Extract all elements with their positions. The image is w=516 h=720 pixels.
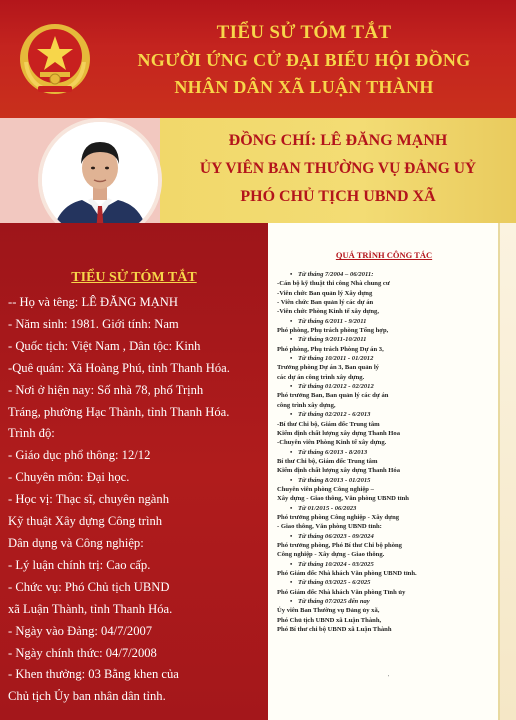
header-title-line1: TIỂU SỬ TÓM TẮT — [216, 22, 392, 43]
bio-line: - Chức vụ: Phó Chủ tịch UBND — [8, 579, 170, 594]
career-description: Phó phòng, Phụ trách phòng Tổng hợp, — [277, 327, 389, 335]
bio-line: -Quê quán: Xã Hoàng Phú, tỉnh Thanh Hóa. — [8, 360, 230, 375]
bio-line: - Khen thưởng: 03 Bằng khen của — [8, 667, 179, 682]
bio-line: Tráng, phường Hạc Thành, tỉnh Thanh Hóa. — [8, 404, 230, 419]
career-description: -Viên chức Ban quản lý Xây dựng — [277, 289, 373, 297]
career-period: • Từ tháng 10/2011 - 01/2012 — [277, 354, 497, 363]
career-period: • Từ tháng 06/2023 - 09/2024 — [277, 532, 497, 541]
bio-line: - Quốc tịch: Việt Nam , Dân tộc: Kinh — [8, 338, 201, 353]
bio-line: Kỹ thuật Xây dựng Công trình — [8, 514, 163, 529]
career-description: -Cán bộ kỹ thuật thi công Nhà chung cư — [277, 280, 390, 288]
career-period: • Từ tháng 9/2011-10/2011 — [277, 335, 497, 344]
career-description: Phó trưởng Ban, Ban quản lý các dự án — [277, 392, 389, 400]
portrait-image — [42, 122, 158, 238]
bio-line: - Nơi ở hiện nay: Số nhà 78, phố Trịnh — [8, 382, 204, 397]
career-period: • Từ tháng 8/2013 - 01/2015 — [277, 476, 497, 485]
career-description: Chuyên viên phòng Công nghiệp – — [277, 485, 374, 493]
career-description: Kiểm định chất lượng xây dựng Thanh Hóa — [277, 467, 401, 475]
career-period: • Từ tháng 01/2012 - 02/2012 — [277, 382, 497, 391]
career-period: • Từ tháng 03/2025 - 6/2025 — [277, 578, 497, 587]
bio-line: xã Luận Thành, tỉnh Thanh Hóa. — [8, 601, 173, 616]
career-description: Công nghiệp - Xây dựng - Giao thông. — [277, 551, 385, 559]
career-description: Kiểm định chất lượng xây dựng Thanh Hoa — [277, 429, 401, 437]
career-description: Bí thư Chi bộ, Giám đốc Trung tâm — [277, 457, 378, 465]
page-edge — [500, 223, 516, 720]
career-period: • Từ tháng 6/2011 - 9/2011 — [277, 317, 497, 326]
bio-line: - Ngày chính thức: 04/7/2008 — [8, 645, 157, 660]
career-description: - Viên chức Ban quản lý các dự án — [277, 299, 374, 307]
career-description: Trưởng phòng Dự án 3, Ban quản lý — [277, 364, 379, 372]
candidate-party-position: ỦY VIÊN BAN THƯỜNG VỤ ĐẢNG UỶ — [199, 160, 477, 177]
career-period: • Từ tháng 7/2004 – 06/2011: — [277, 270, 497, 279]
career-period: • Từ tháng 07/2025 đến nay — [277, 597, 497, 606]
bio-line: Trình độ: — [8, 426, 55, 441]
bio-line: - Giáo dục phổ thông: 12/12 — [8, 448, 151, 463]
career-description: Phó Giám đốc Nhà khách Văn phòng Tỉnh ủy — [277, 588, 406, 596]
career-description: Phó phòng, Phụ trách Phòng Dự án 3, — [277, 345, 384, 353]
career-list — [277, 270, 497, 634]
bio-line: -- Họ và têng: LÊ ĐĂNG MẠNH — [8, 295, 178, 309]
bio-list — [8, 292, 266, 708]
career-description: -Chuyên viên Phòng Kinh tế xây dựng. — [277, 439, 387, 447]
career-period: • Từ tháng 02/2012 - 6/2013 — [277, 410, 497, 419]
career-description: Phó trưởng phòng Công nghiệp - Xây dựng — [277, 513, 400, 521]
header-title-line2: NGƯỜI ỨNG CỬ ĐẠI BIỂU HỘI ĐỒNG — [137, 50, 471, 70]
bio-line: - Ngày vào Đảng: 04/7/2007 — [8, 623, 153, 638]
bio-line: - Học vị: Thạc sĩ, chuyên ngành — [8, 492, 169, 507]
header-title-line3: NHÂN DÂN XÃ LUẬN THÀNH — [174, 77, 434, 97]
career-description: Phó trưởng phòng, Phó Bí thư Chi bộ phòng — [277, 541, 402, 549]
career-description: Phó Chủ tịch UBND xã Luận Thành, — [277, 616, 382, 624]
career-period: • Từ tháng 6/2013 - 8/2013 — [277, 448, 497, 457]
career-description: công trình xây dựng, — [277, 401, 336, 409]
career-description: - Giao thông, Văn phòng UBND tỉnh: — [277, 523, 382, 531]
candidate-name: ĐỒNG CHÍ: LÊ ĐĂNG MẠNH — [228, 132, 448, 149]
career-period: • Từ tháng 10/2024 - 03/2025 — [277, 560, 497, 569]
career-description: Xây dựng - Giao thông, Văn phòng UBND tỉnh — [277, 495, 409, 503]
career-title: QUÁ TRÌNH CÔNG TÁC — [335, 250, 433, 260]
page-mark: ' — [388, 675, 390, 681]
bio-line: - Chuyên môn: Đại học. — [8, 470, 130, 485]
bio-title: TIỂU SỬ TÓM TẮT — [71, 270, 197, 285]
career-period: • Từ 01/2015 - 06/2023 — [277, 504, 497, 513]
candidate-government-position: PHÓ CHỦ TỊCH UBND XÃ — [240, 188, 436, 205]
bio-line: Chủ tịch Ủy ban nhân dân tỉnh. — [8, 689, 166, 704]
national-emblem-icon — [18, 22, 92, 96]
career-description: Phó Bí thư chi bộ UBND xã Luận Thành — [277, 626, 392, 634]
bio-line: - Lý luận chính trị: Cao cấp. — [8, 557, 151, 572]
career-description: Ủy viên Ban Thường vụ Đảng ủy xã, — [277, 607, 380, 615]
bio-line: Dân dụng và Công nghiệp: — [8, 535, 144, 550]
bio-line: - Năm sinh: 1981. Giới tính: Nam — [8, 316, 179, 331]
career-description: -Viên chức Phòng Kinh tế xây dựng, — [277, 308, 380, 316]
career-description: Phó Giám đốc Nhà khách Văn phòng UBND tỉnh. — [277, 570, 417, 577]
career-description: các dự án công trình xây dựng. — [277, 373, 365, 381]
career-description: -Bí thư Chi bộ, Giám đốc Trung tâm — [277, 420, 380, 428]
